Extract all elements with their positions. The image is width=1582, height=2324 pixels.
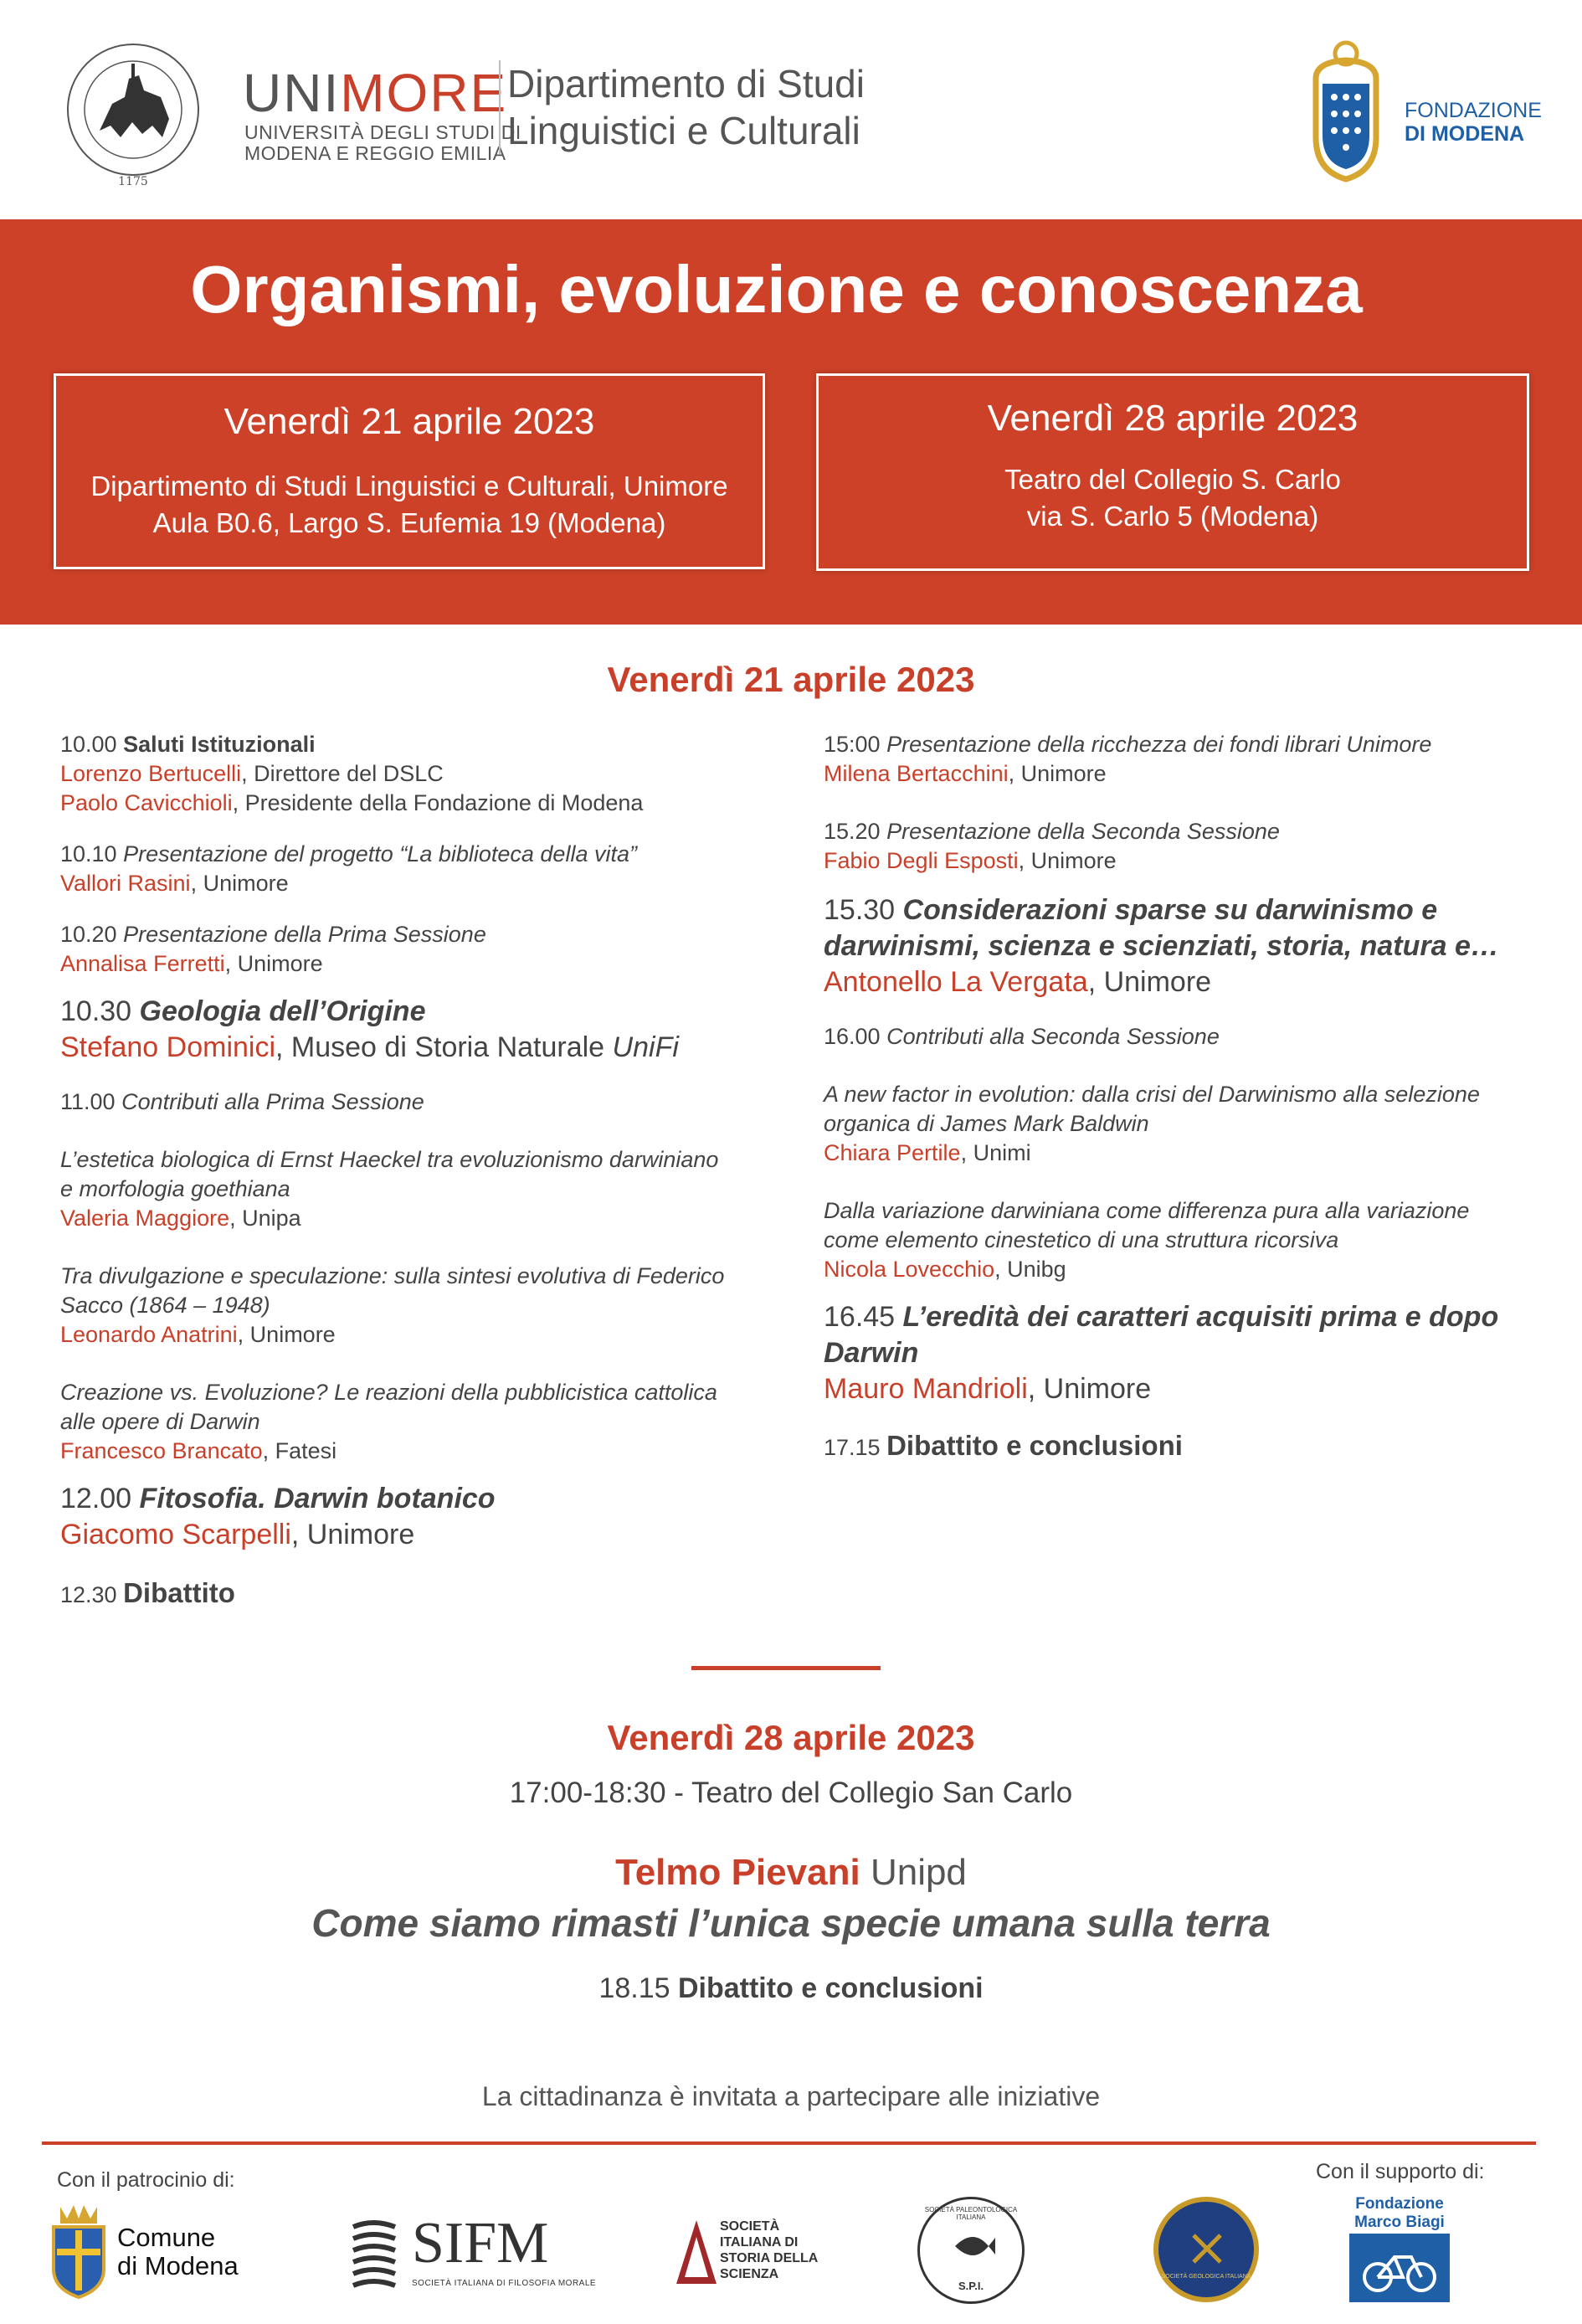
speaker-affiliation: Unipd — [860, 1852, 967, 1893]
program-item — [824, 1080, 1577, 1168]
day1-heading: Venerdì 21 aprile 2023 — [607, 660, 975, 699]
speaker-name: Leonardo Anatrini — [60, 1322, 238, 1347]
program-item — [60, 730, 814, 818]
item-title: Presentazione della Prima Sessione — [123, 922, 486, 947]
speaker-name: Fabio Degli Esposti — [824, 848, 1019, 873]
comune-modena-wordmark — [117, 2224, 239, 2280]
program-item-featured — [60, 994, 814, 1066]
unimore-more: MORE — [340, 63, 508, 123]
item-title-line2: alle opere di Darwin — [60, 1409, 260, 1434]
program-item — [60, 920, 814, 979]
siss-line4: SCIENZA — [720, 2267, 779, 2281]
item-time: 10.00 — [60, 732, 117, 757]
fossil-fish-icon — [950, 2223, 997, 2270]
speaker-affiliation: , Unimore — [1027, 1373, 1152, 1405]
svg-text:1175: 1175 — [118, 175, 148, 188]
program-item — [60, 1578, 814, 1610]
box1-place-line2: Aula B0.6, Largo S. Eufemia 19 (Modena) — [152, 507, 666, 538]
item-time: 10.30 — [60, 995, 132, 1027]
footer-rule — [42, 2141, 1536, 2145]
spi-abbr: S.P.I. — [958, 2280, 984, 2292]
speaker-affiliation: , Unimore — [190, 871, 289, 896]
item-title: Presentazione del progetto “La biblioteca della vita” — [123, 841, 637, 866]
siss-line3: STORIA DELLA — [720, 2251, 819, 2265]
comune-line1: Comune — [117, 2223, 216, 2252]
section-divider — [691, 1666, 881, 1670]
speaker-name: Annalisa Ferretti — [60, 951, 225, 976]
speaker-affiliation: , Unimore — [1087, 966, 1212, 998]
speaker-affiliation: , Museo di Storia Naturale — [275, 1031, 613, 1063]
siss-line2: ITALIANA DI — [720, 2235, 799, 2249]
speaker-affiliation: , Unimore — [1018, 848, 1117, 873]
fondazione-crest-icon — [1299, 37, 1393, 191]
item-title-line1: Considerazioni sparse su darwinismo e — [902, 894, 1438, 926]
speaker-name: Paolo Cavicchioli — [60, 790, 233, 815]
box2-place-line1: Teatro del Collegio S. Carlo — [1004, 464, 1341, 495]
item-time: 16.45 — [824, 1301, 896, 1333]
speaker-name: Vallori Rasini — [60, 871, 191, 896]
unimore-seal-logo — [62, 39, 204, 189]
speaker-name: Milena Bertacchini — [824, 761, 1009, 786]
item-title: Dibattito e conclusioni — [677, 1972, 984, 2004]
speaker-affiliation: , Unimore — [237, 1322, 336, 1347]
program-item — [60, 1378, 814, 1466]
box2-date: Venerdì 28 aprile 2023 — [987, 398, 1359, 439]
fondazione-biagi-logo — [1349, 2193, 1450, 2302]
box2-place-line2: via S. Carlo 5 (Modena) — [1026, 501, 1319, 532]
day2-closing — [0, 1972, 1582, 2005]
item-time: 18.15 — [598, 1972, 670, 2004]
speaker-affiliation: , Unimore — [224, 951, 323, 976]
box1-place-line1: Dipartimento di Studi Linguistici e Culturali, Unimore — [90, 470, 728, 501]
biagi-wordmark — [1349, 2193, 1450, 2234]
sifm-symbol-icon — [348, 2220, 400, 2292]
item-title: Presentazione della Seconda Sessione — [886, 819, 1280, 844]
item-title-line1: Dalla variazione darwiniana come differenza pura alla variazione — [824, 1198, 1470, 1223]
speaker-role: , Direttore del DSLC — [241, 761, 444, 786]
item-title-line2: organica di James Mark Baldwin — [824, 1111, 1149, 1136]
unimore-subtitle — [244, 122, 521, 164]
speaker-name: Stefano Dominici — [60, 1031, 276, 1063]
comune-modena-crest-icon — [45, 2202, 112, 2301]
biagi-line1: Fondazione — [1355, 2195, 1444, 2213]
speaker-name: Nicola Lovecchio — [824, 1257, 995, 1282]
patronage-label: Con il patrocinio di: — [57, 2168, 235, 2192]
item-time: 10.10 — [60, 841, 117, 866]
program-item-featured — [824, 1299, 1577, 1407]
sifm-subtitle: SOCIETÀ ITALIANA DI FILOSOFIA MORALE — [412, 2279, 597, 2288]
program-item — [824, 1196, 1577, 1284]
day2-speaker-line — [0, 1852, 1582, 1894]
fondazione-line1: FONDAZIONE — [1405, 99, 1542, 122]
day1-morning-column — [60, 730, 814, 1632]
speaker-affiliation: , Unipa — [229, 1206, 301, 1231]
item-time: 16.00 — [824, 1024, 881, 1049]
siss-line1: SOCIETÀ — [720, 2219, 780, 2234]
date-box-april-28 — [816, 373, 1529, 571]
speaker-name: Mauro Mandrioli — [824, 1373, 1028, 1405]
speaker-affiliation: , Fatesi — [262, 1438, 337, 1463]
geology-hammers-icon — [1189, 2230, 1225, 2267]
day2-talk-title: Come siamo rimasti l’unica specie umana sulla terra — [311, 1901, 1271, 1945]
unimore-uni: UNI — [243, 63, 341, 123]
speaker-name: Antonello La Vergata — [824, 966, 1088, 998]
biagi-line2: Marco Biagi — [1354, 2213, 1445, 2231]
item-time: 15:00 — [824, 732, 881, 757]
item-title: Saluti Istituzionali — [123, 732, 316, 757]
item-title-line1: Tra divulgazione e speculazione: sulla sintesi evolutiva di Federico — [60, 1263, 725, 1288]
event-title: Organismi, evoluzione e conoscenza — [190, 252, 1363, 326]
day2-time-place: 17:00-18:30 - Teatro del Collegio San Carlo — [509, 1776, 1073, 1809]
item-time: 10.20 — [60, 922, 117, 947]
day2-heading: Venerdì 28 aprile 2023 — [607, 1718, 975, 1757]
speaker-affiliation: , Unibg — [994, 1257, 1066, 1282]
spi-seal — [917, 2197, 1025, 2304]
item-title-line2: come elemento cinestetico di una struttura ricorsiva — [824, 1227, 1339, 1252]
sifm-wordmark: SIFM — [412, 2211, 549, 2275]
spi-seal-text: SOCIETÀ PALEONTOLOGICA ITALIANA — [924, 2206, 1018, 2221]
speaker-affiliation: , Unimore — [290, 1519, 415, 1550]
item-title: Dibattito — [123, 1577, 235, 1608]
speaker-affiliation: , Unimore — [1008, 761, 1107, 786]
item-time: 17.15 — [824, 1435, 881, 1460]
program-item-featured — [824, 892, 1577, 1000]
item-title: Contributi alla Seconda Sessione — [886, 1024, 1220, 1049]
item-title-line2: Darwin — [824, 1337, 919, 1369]
sgi-seal — [1153, 2197, 1259, 2302]
day1-afternoon-column — [824, 730, 1577, 1484]
item-title-line1: L’eredità dei caratteri acquisiti prima e dopo — [902, 1301, 1499, 1333]
item-title: Fitosofia. Darwin botanico — [139, 1483, 496, 1514]
item-time: 12.00 — [60, 1483, 132, 1514]
program-item-featured — [60, 1481, 814, 1553]
item-title-line1: L’estetica biologica di Ernst Haeckel tra evoluzionismo darwiniano — [60, 1147, 719, 1172]
box2-place — [819, 461, 1527, 535]
speaker-affiliation: , Unimi — [960, 1140, 1031, 1165]
item-title-line1: Creazione vs. Evoluzione? Le reazioni della pubblicistica cattolica — [60, 1380, 717, 1405]
item-time: 15.20 — [824, 819, 881, 844]
program-item — [824, 817, 1577, 876]
date-box-april-21 — [54, 373, 765, 569]
support-label: Con il supporto di: — [1316, 2160, 1485, 2183]
item-time: 15.30 — [824, 894, 896, 926]
program-item — [824, 1431, 1577, 1463]
sgi-seal-text: SOCIETÀ GEOLOGICA ITALIANA — [1161, 2274, 1251, 2280]
dept-line1: Dipartimento di Studi — [507, 62, 865, 105]
item-title: Dibattito e conclusioni — [886, 1430, 1183, 1461]
fondazione-wordmark — [1405, 99, 1542, 146]
box1-date: Venerdì 21 aprile 2023 — [223, 401, 595, 442]
item-title-line2: e morfologia goethiana — [60, 1176, 290, 1201]
box1-place — [56, 468, 763, 542]
dept-line2: Linguistici e Culturali — [507, 109, 860, 152]
comune-line2: di Modena — [117, 2251, 239, 2280]
item-title: Contributi alla Prima Sessione — [121, 1089, 424, 1114]
item-time: 11.00 — [60, 1089, 116, 1114]
speaker-name: Lorenzo Bertucelli — [60, 761, 242, 786]
unimore-sub-line2: MODENA E REGGIO EMILIA — [244, 142, 506, 164]
item-title: Geologia dell’Origine — [139, 995, 426, 1027]
program-item — [824, 730, 1577, 789]
program-item — [60, 1087, 814, 1117]
speaker-name: Chiara Pertile — [824, 1140, 961, 1165]
program-item — [60, 1145, 814, 1233]
speaker-role: , Presidente della Fondazione di Modena — [232, 790, 644, 815]
department-name — [499, 60, 865, 154]
siss-wordmark — [720, 2219, 818, 2282]
program-item — [824, 1022, 1577, 1051]
unimore-wordmark — [243, 62, 507, 124]
speaker-name: Valeria Maggiore — [60, 1206, 230, 1231]
speaker-name: Giacomo Scarpelli — [60, 1519, 291, 1550]
item-title-line2: darwinismi, scienza e scienziati, storia, natura e… — [824, 930, 1499, 962]
item-title-line2: Sacco (1864 – 1948) — [60, 1293, 270, 1318]
speaker-name: Francesco Brancato — [60, 1438, 263, 1463]
invitation-text: La cittadinanza è invitata a partecipare alle iniziative — [481, 2081, 1101, 2111]
fondazione-line2: DI MODENA — [1405, 122, 1525, 146]
speaker-name: Telmo Pievani — [615, 1852, 860, 1893]
item-title: Presentazione della ricchezza dei fondi librari Unimore — [886, 732, 1432, 757]
item-time: 12.30 — [60, 1582, 117, 1607]
siss-symbol-icon — [675, 2219, 718, 2285]
bicycle-icon — [1361, 2247, 1438, 2294]
program-item — [60, 1262, 814, 1350]
item-title-line1: A new factor in evolution: dalla crisi del Darwinismo alla selezione — [824, 1082, 1480, 1107]
program-item — [60, 840, 814, 898]
unimore-sub-line1: UNIVERSITÀ DEGLI STUDI DI — [244, 121, 521, 143]
speaker-affiliation-italic: UniFi — [612, 1031, 679, 1063]
